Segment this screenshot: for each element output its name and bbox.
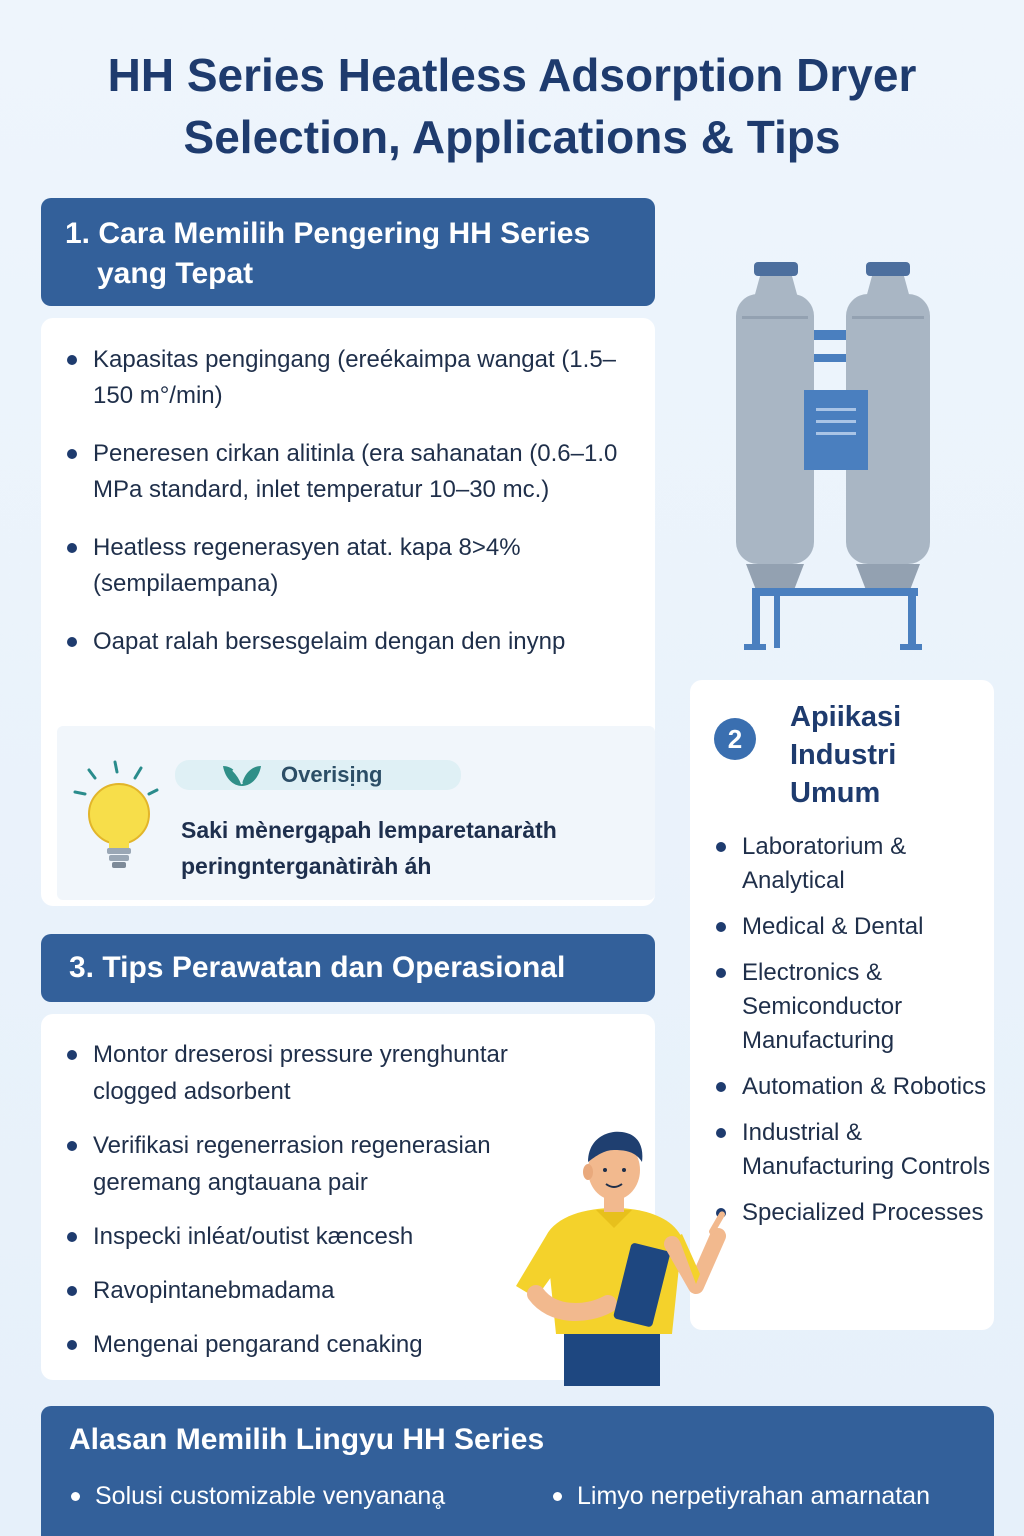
list-item: Laboratorium & Analytical [690,830,994,898]
section3-header: 3. Tips Perawatan dan Operasional [41,934,655,1002]
page-title [0,44,1024,168]
section1-header-line2: yang Tepat [97,257,254,290]
list-item: Verifikasi regenerrasion regenerasian geremang angtauana pair [41,1127,561,1201]
dryer-illustration [720,254,960,654]
section1-list [41,342,641,682]
technician-illustration [496,1116,726,1386]
list-item: Electronics & Semiconductor Manufacturing [690,956,994,1058]
list-item: Peneresen cirkan alitinla (era sahanatan (0.6–1.0 MPa standard, inlet temperatur 10–30 mc.) [41,436,641,508]
list-item: Limyo nerpetiyrahan amarnatan [553,1478,930,1514]
list-item: Ravopintanebmadama [41,1272,561,1309]
section2-list [690,830,994,1242]
leaf-icon [221,762,263,788]
list-item: Industrial & Manufacturing Controls [690,1116,994,1184]
section2-number-badge: 2 [714,718,756,760]
list-item: Specialized Processes [690,1196,994,1230]
tip-box [57,726,655,900]
list-item: Medical & Dental [690,910,994,944]
section2-card [690,680,994,1330]
section2-title-line1: Apiikasi [790,701,902,733]
tip-label: Overisịng [281,762,383,787]
page-title-line1: HH Series Heatless Adsorption Dryer [107,49,917,101]
section1-card [41,318,655,906]
bottom-section-title: Alasan Memilih Lingyu HH Series [69,1423,545,1456]
section2-title [790,698,990,812]
section3-card [41,1014,655,1380]
section1-header-line1: 1. Cara Memilih Pengering HH Series [65,217,591,250]
section2-title-line2: Industri [790,739,897,771]
bottom-section [41,1406,994,1536]
lightbulb-icon [71,756,171,876]
tip-label-pill [175,760,461,790]
tip-text: Saki mènergąpah lemparetanaràth peringnterganàtiràh áh [181,817,557,879]
page-title-line2: Selection, Applications & Tips [183,111,841,163]
list-item: Kapasitas pengingang (ereékaimpa wangat (1.5–150 m°/min) [41,342,641,414]
section1-header [41,198,655,306]
list-item: Heatless regenerasyen atat. kapa 8>4% (sempilaempana) [41,530,641,602]
list-item: Oapat ralah bersesgelaim dengan den inynp [41,624,641,660]
section2-title-line3: Umum [790,777,881,809]
list-item: Mengenai pengarand cenaking [41,1326,561,1363]
section3-list [41,1036,561,1380]
list-item: Inspecki inléat/outist kæncesh [41,1218,561,1255]
list-item: Solusi customizable venyananḁ [71,1478,445,1514]
list-item: Automation & Robotics [690,1070,994,1104]
list-item: Montor dreserosi pressure yrenghuntar clogged adsorbent [41,1036,561,1110]
